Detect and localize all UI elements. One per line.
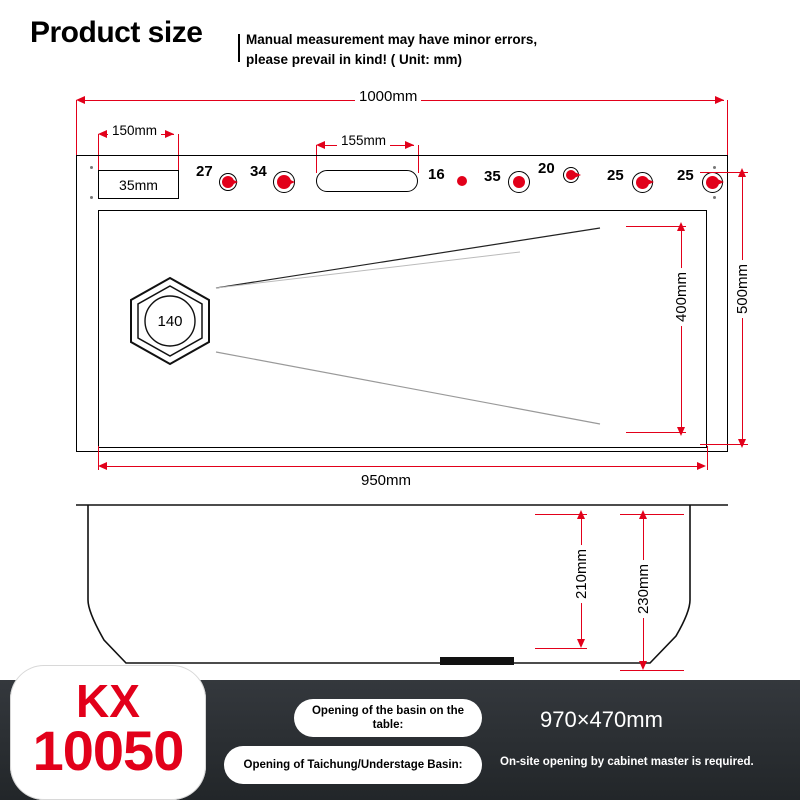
dim-outer-depth-label: 230mm xyxy=(635,560,652,618)
dim-inner-width-ext-left xyxy=(98,446,99,470)
dim-inner-width-label: 950mm xyxy=(357,472,415,489)
dim-overall-width-ext-right xyxy=(727,100,728,156)
corner-dot xyxy=(90,166,93,169)
hole-label-25b: 25 xyxy=(677,167,694,184)
hole-25a-arrow xyxy=(645,178,654,186)
hole-label-34: 34 xyxy=(250,163,267,180)
dim-outer-depth-arrow-down xyxy=(639,661,647,670)
dim-outer-height-label: 500mm xyxy=(734,260,751,318)
dim-inner-width-ext-right xyxy=(707,446,708,470)
drain-hexagon xyxy=(124,275,216,367)
dim-inner-height-line xyxy=(681,226,682,432)
hole-34-arrow xyxy=(286,178,295,186)
spec-label-table-opening: Opening of the basin on the table: xyxy=(294,699,482,737)
dim-overall-width-arrow-right xyxy=(715,96,724,104)
dim-inner-width-arrow-left xyxy=(98,462,107,470)
model-badge-text xyxy=(10,675,206,782)
dim-inner-width-line xyxy=(102,466,704,467)
dim-inner-width-arrow-right xyxy=(697,462,706,470)
hole-35-ring xyxy=(508,171,530,193)
dim-inner-height-ext-top xyxy=(626,226,686,227)
dim-outer-height-ext-top xyxy=(700,172,748,173)
dim-left-offset-arrow-left xyxy=(98,130,107,138)
dim-outer-depth-ext-top xyxy=(620,514,684,515)
dim-overall-width-ext-left xyxy=(76,100,77,156)
deck-slot xyxy=(316,170,418,192)
hole-35mm-box xyxy=(98,170,179,199)
model-line-1: KX xyxy=(76,675,140,727)
dim-overall-width-label: 1000mm xyxy=(355,88,421,105)
dim-slot-width-label: 155mm xyxy=(337,133,390,148)
hole-25b-arrow xyxy=(715,178,724,186)
dim-overall-width-arrow-left xyxy=(76,96,85,104)
page-title: Product size xyxy=(30,16,203,49)
hole-label-35: 35 xyxy=(484,168,501,185)
spec-value-undermount-opening: On-site opening by cabinet master is required. xyxy=(500,756,754,768)
dim-inner-depth-label: 210mm xyxy=(573,545,590,603)
dim-slot-width-arrow-left xyxy=(316,141,325,149)
dim-inner-depth-ext-bottom xyxy=(535,648,587,649)
dim-inner-height-ext-bottom xyxy=(626,432,686,433)
dim-inner-depth-ext-top xyxy=(535,514,587,515)
hole-label-20: 20 xyxy=(538,160,555,177)
dim-left-offset-label: 150mm xyxy=(108,123,161,138)
dim-outer-height-ext-bottom xyxy=(700,444,748,445)
corner-dot xyxy=(713,166,716,169)
dim-inner-height-label: 400mm xyxy=(673,268,690,326)
hole-16 xyxy=(457,176,467,186)
hole-label-25a: 25 xyxy=(607,167,624,184)
note-divider xyxy=(238,34,240,62)
spec-label-undermount-opening: Opening of Taichung/Understage Basin: xyxy=(224,746,482,784)
drain-size-label: 140 xyxy=(157,312,183,330)
hole-20-arrow xyxy=(572,171,581,179)
corner-dot xyxy=(90,196,93,199)
model-line-2: 10050 xyxy=(32,718,184,782)
dim-inner-depth-arrow-down xyxy=(577,639,585,648)
dim-slot-width-arrow-right xyxy=(405,141,414,149)
hole-27-arrow xyxy=(229,178,238,186)
dim-left-offset-arrow-right xyxy=(165,130,174,138)
hole-35mm-label: 35mm xyxy=(119,176,158,193)
measurement-note: Manual measurement may have minor errors, please prevail in kind! ( Unit: mm) xyxy=(246,32,538,67)
hole-label-16: 16 xyxy=(428,166,445,183)
corner-dot xyxy=(713,196,716,199)
hole-label-27: 27 xyxy=(196,163,213,180)
spec-value-table-opening: 970×470mm xyxy=(540,707,663,732)
dim-outer-depth-ext-bottom xyxy=(620,670,684,671)
